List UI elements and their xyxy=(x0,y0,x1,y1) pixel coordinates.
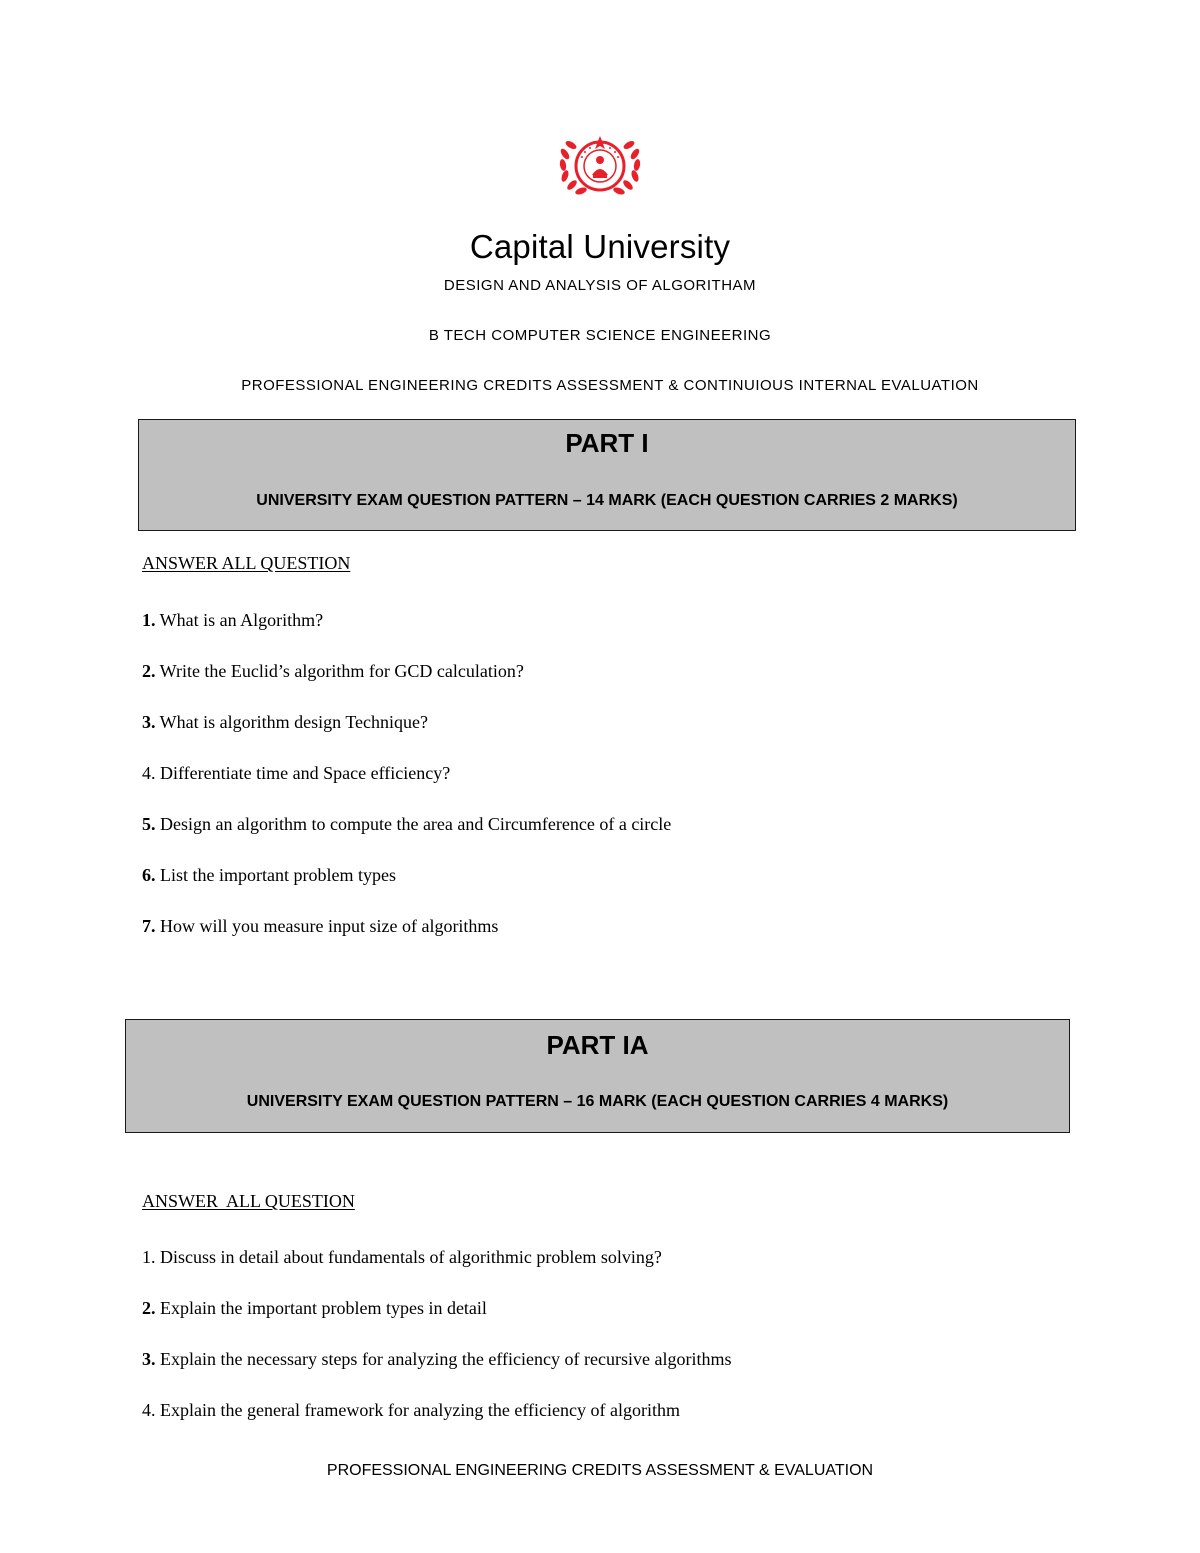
question-number: 2. xyxy=(142,1298,156,1318)
assessment-title: PROFESSIONAL ENGINEERING CREDITS ASSESSMENT & CONTINUIOUS INTERNAL EVALUATION xyxy=(241,377,979,394)
part-1-instruction: ANSWER ALL QUESTION xyxy=(142,553,351,573)
university-name: Capital University xyxy=(469,228,731,265)
question-text: What is algorithm design Technique? xyxy=(155,712,429,732)
question-text: Explain the general framework for analyzing the efficiency of algorithm xyxy=(155,1400,680,1420)
question-number: 3. xyxy=(142,1349,156,1369)
part-1a-title: PART IA xyxy=(546,1030,649,1060)
question-item xyxy=(142,711,428,733)
question-item xyxy=(142,1399,680,1421)
question-number: 4. xyxy=(142,1400,156,1420)
question-text: How will you measure input size of algorithms xyxy=(155,916,499,936)
question-text: Write the Euclid’s algorithm for GCD calculation? xyxy=(155,661,524,681)
question-item xyxy=(142,1246,662,1268)
page-footer: PROFESSIONAL ENGINEERING CREDITS ASSESSMENT & EVALUATION xyxy=(326,1462,874,1479)
part-1-header-box xyxy=(138,419,1076,531)
part-1-title: PART I xyxy=(565,428,649,458)
program-title: B TECH COMPUTER SCIENCE ENGINEERING xyxy=(428,327,772,344)
question-text: What is an Algorithm? xyxy=(155,610,324,630)
question-number: 1. xyxy=(142,1247,156,1267)
question-item xyxy=(142,609,323,631)
question-number: 2. xyxy=(142,661,156,681)
question-text: Explain the necessary steps for analyzing the efficiency of recursive algorithms xyxy=(155,1349,732,1369)
question-number: 6. xyxy=(142,865,156,885)
question-text: Discuss in detail about fundamentals of algorithmic problem solving? xyxy=(155,1247,662,1267)
question-text: Explain the important problem types in detail xyxy=(155,1298,487,1318)
part-1a-pattern: UNIVERSITY EXAM QUESTION PATTERN – 16 MARK (EACH QUESTION CARRIES 4 MARKS) xyxy=(246,1093,949,1110)
part-1-pattern: UNIVERSITY EXAM QUESTION PATTERN – 14 MARK (EACH QUESTION CARRIES 2 MARKS) xyxy=(256,492,958,509)
question-item xyxy=(142,762,450,784)
question-text: Design an algorithm to compute the area and Circumference of a circle xyxy=(155,814,672,834)
part-1a-header-box xyxy=(125,1019,1070,1133)
course-title: DESIGN AND ANALYSIS OF ALGORITHAM xyxy=(443,277,757,294)
university-seal-icon xyxy=(555,135,645,197)
question-item xyxy=(142,1297,487,1319)
question-number: 5. xyxy=(142,814,156,834)
question-item xyxy=(142,1348,731,1370)
question-text: List the important problem types xyxy=(155,865,396,885)
part-1a-instruction: ANSWER ALL QUESTION xyxy=(142,1191,355,1211)
question-item xyxy=(142,915,498,937)
question-number: 4. xyxy=(142,763,156,783)
question-item xyxy=(142,660,524,682)
question-number: 3. xyxy=(142,712,156,732)
question-item xyxy=(142,813,671,835)
question-text: Differentiate time and Space efficiency? xyxy=(155,763,451,783)
question-number: 7. xyxy=(142,916,156,936)
question-item xyxy=(142,864,396,886)
question-number: 1. xyxy=(142,610,156,630)
